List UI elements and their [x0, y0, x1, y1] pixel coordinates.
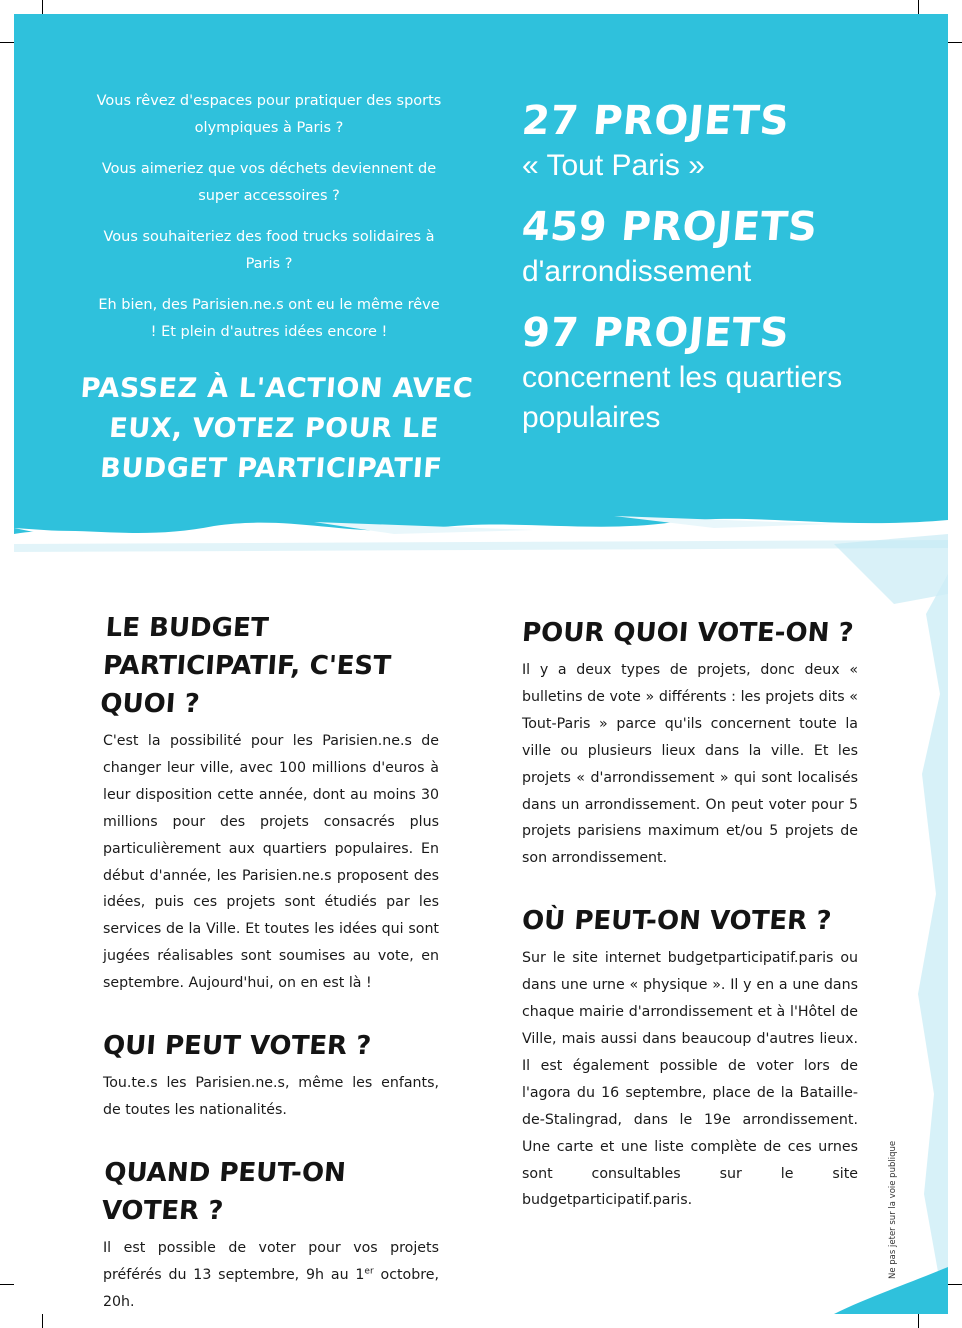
stat-label: « Tout Paris »: [522, 149, 705, 182]
leaflet-page: [14, 14, 948, 1314]
section-text-forwhat: Il y a deux types de projets, donc deux « bulletins de vote » différents : les projets dits « Tout-Paris » parce qu'ils concernent toute la ville ou plusieurs lieux dans la ville. Et les projets « d'arrondissement » qui sont localisés dans un arrondissement. On peut voter pour 5 projets parisiens maximum et/ou 5 projets de son arrondissement.: [522, 662, 858, 867]
stat-label: concernent les quartiers populaires: [522, 361, 843, 434]
side-disposal-note: Ne pas jeter sur la voie publique: [888, 1140, 898, 1279]
intro-line: Vous aimeriez que vos déchets deviennent de super accessoires ?: [101, 161, 437, 204]
stat-block: [519, 308, 902, 438]
intro-line: Eh bien, des Parisien.ne.s ont eu le même rêve ! Et plein d'autres idées encore !: [98, 297, 440, 340]
brush-stroke-right-edge: [906, 574, 948, 1294]
section-title-when: QUAND PEUT-ON VOTER ?: [100, 1157, 347, 1226]
section-text-what: C'est la possibilité pour les Parisien.ne.s de changer leur ville, avec 100 millions d'euros à leur disposition cette année, dont au moins 30 millions pour des projets consacrés plus particulièrement aux quartiers populaires. En début d'année, les Parisien.ne.s proposent des idées, puis ces projets sont étudiés par les services de la Ville. Et toutes les idées qui sont jugées réalisables sont soumises au vote, en septembre. Aujourd'hui, on en est là !: [103, 733, 439, 992]
section-title-forwhat: POUR QUOI VOTE-ON ?: [520, 618, 855, 648]
section-text-where: Sur le site internet budgetparticipatif.paris ou dans une urne « physique ». Il y en a une dans chaque mairie d'arrondissement et à l'Hôtel de Ville, mais aussi dans beaucoup d'autres lieux. Il est également possible de voter lors de l'agora du 16 septembre, place de la Bataille-de-Stalingrad, dans le 19e arrondissement. Une carte et une liste complète de ces urnes sont consultables sur le site budgetparticipatif.paris.: [522, 950, 858, 1209]
stat-number: 97 PROJETS: [519, 310, 792, 356]
brush-stroke-transition: [14, 484, 948, 614]
section-text-when: [103, 1235, 439, 1314]
section-title-where: OÙ PEUT-ON VOTER ?: [520, 906, 833, 937]
right-column: [522, 614, 858, 1244]
left-column: [99, 609, 439, 1314]
stat-block: [519, 96, 902, 186]
stat-block: [519, 202, 902, 292]
section-title-what: LE BUDGET PARTICIPATIF, C'EST QUOI ?: [99, 613, 392, 719]
stat-label: d'arrondissement: [522, 255, 752, 288]
call-to-action: PASSEZ À L'ACTION AVEC EUX, VOTEZ POUR LE BUDGET PARTICIPATIF: [79, 373, 475, 484]
section-text-who: Tou.te.s les Parisien.ne.s, même les enfants, de toutes les nationalités.: [103, 1075, 439, 1118]
intro-line: Vous souhaiteriez des food trucks solidaires à Paris ?: [103, 229, 435, 272]
when-text-after: octobre, 20h.: [103, 1266, 439, 1310]
when-text-before: Il est possible de voter pour vos projets préférés du 13 septembre, 9h au 1: [103, 1239, 439, 1283]
intro-line: Vous rêvez d'espaces pour pratiquer des sports olympiques à Paris ?: [96, 93, 442, 136]
project-stats: [519, 96, 902, 454]
section-title-who: QUI PEUT VOTER ?: [101, 1031, 373, 1062]
stat-number: 27 PROJETS: [519, 98, 792, 144]
intro-questions: [94, 88, 444, 360]
stat-number: 459 PROJETS: [519, 204, 820, 250]
superscript-er: er: [364, 1266, 374, 1277]
